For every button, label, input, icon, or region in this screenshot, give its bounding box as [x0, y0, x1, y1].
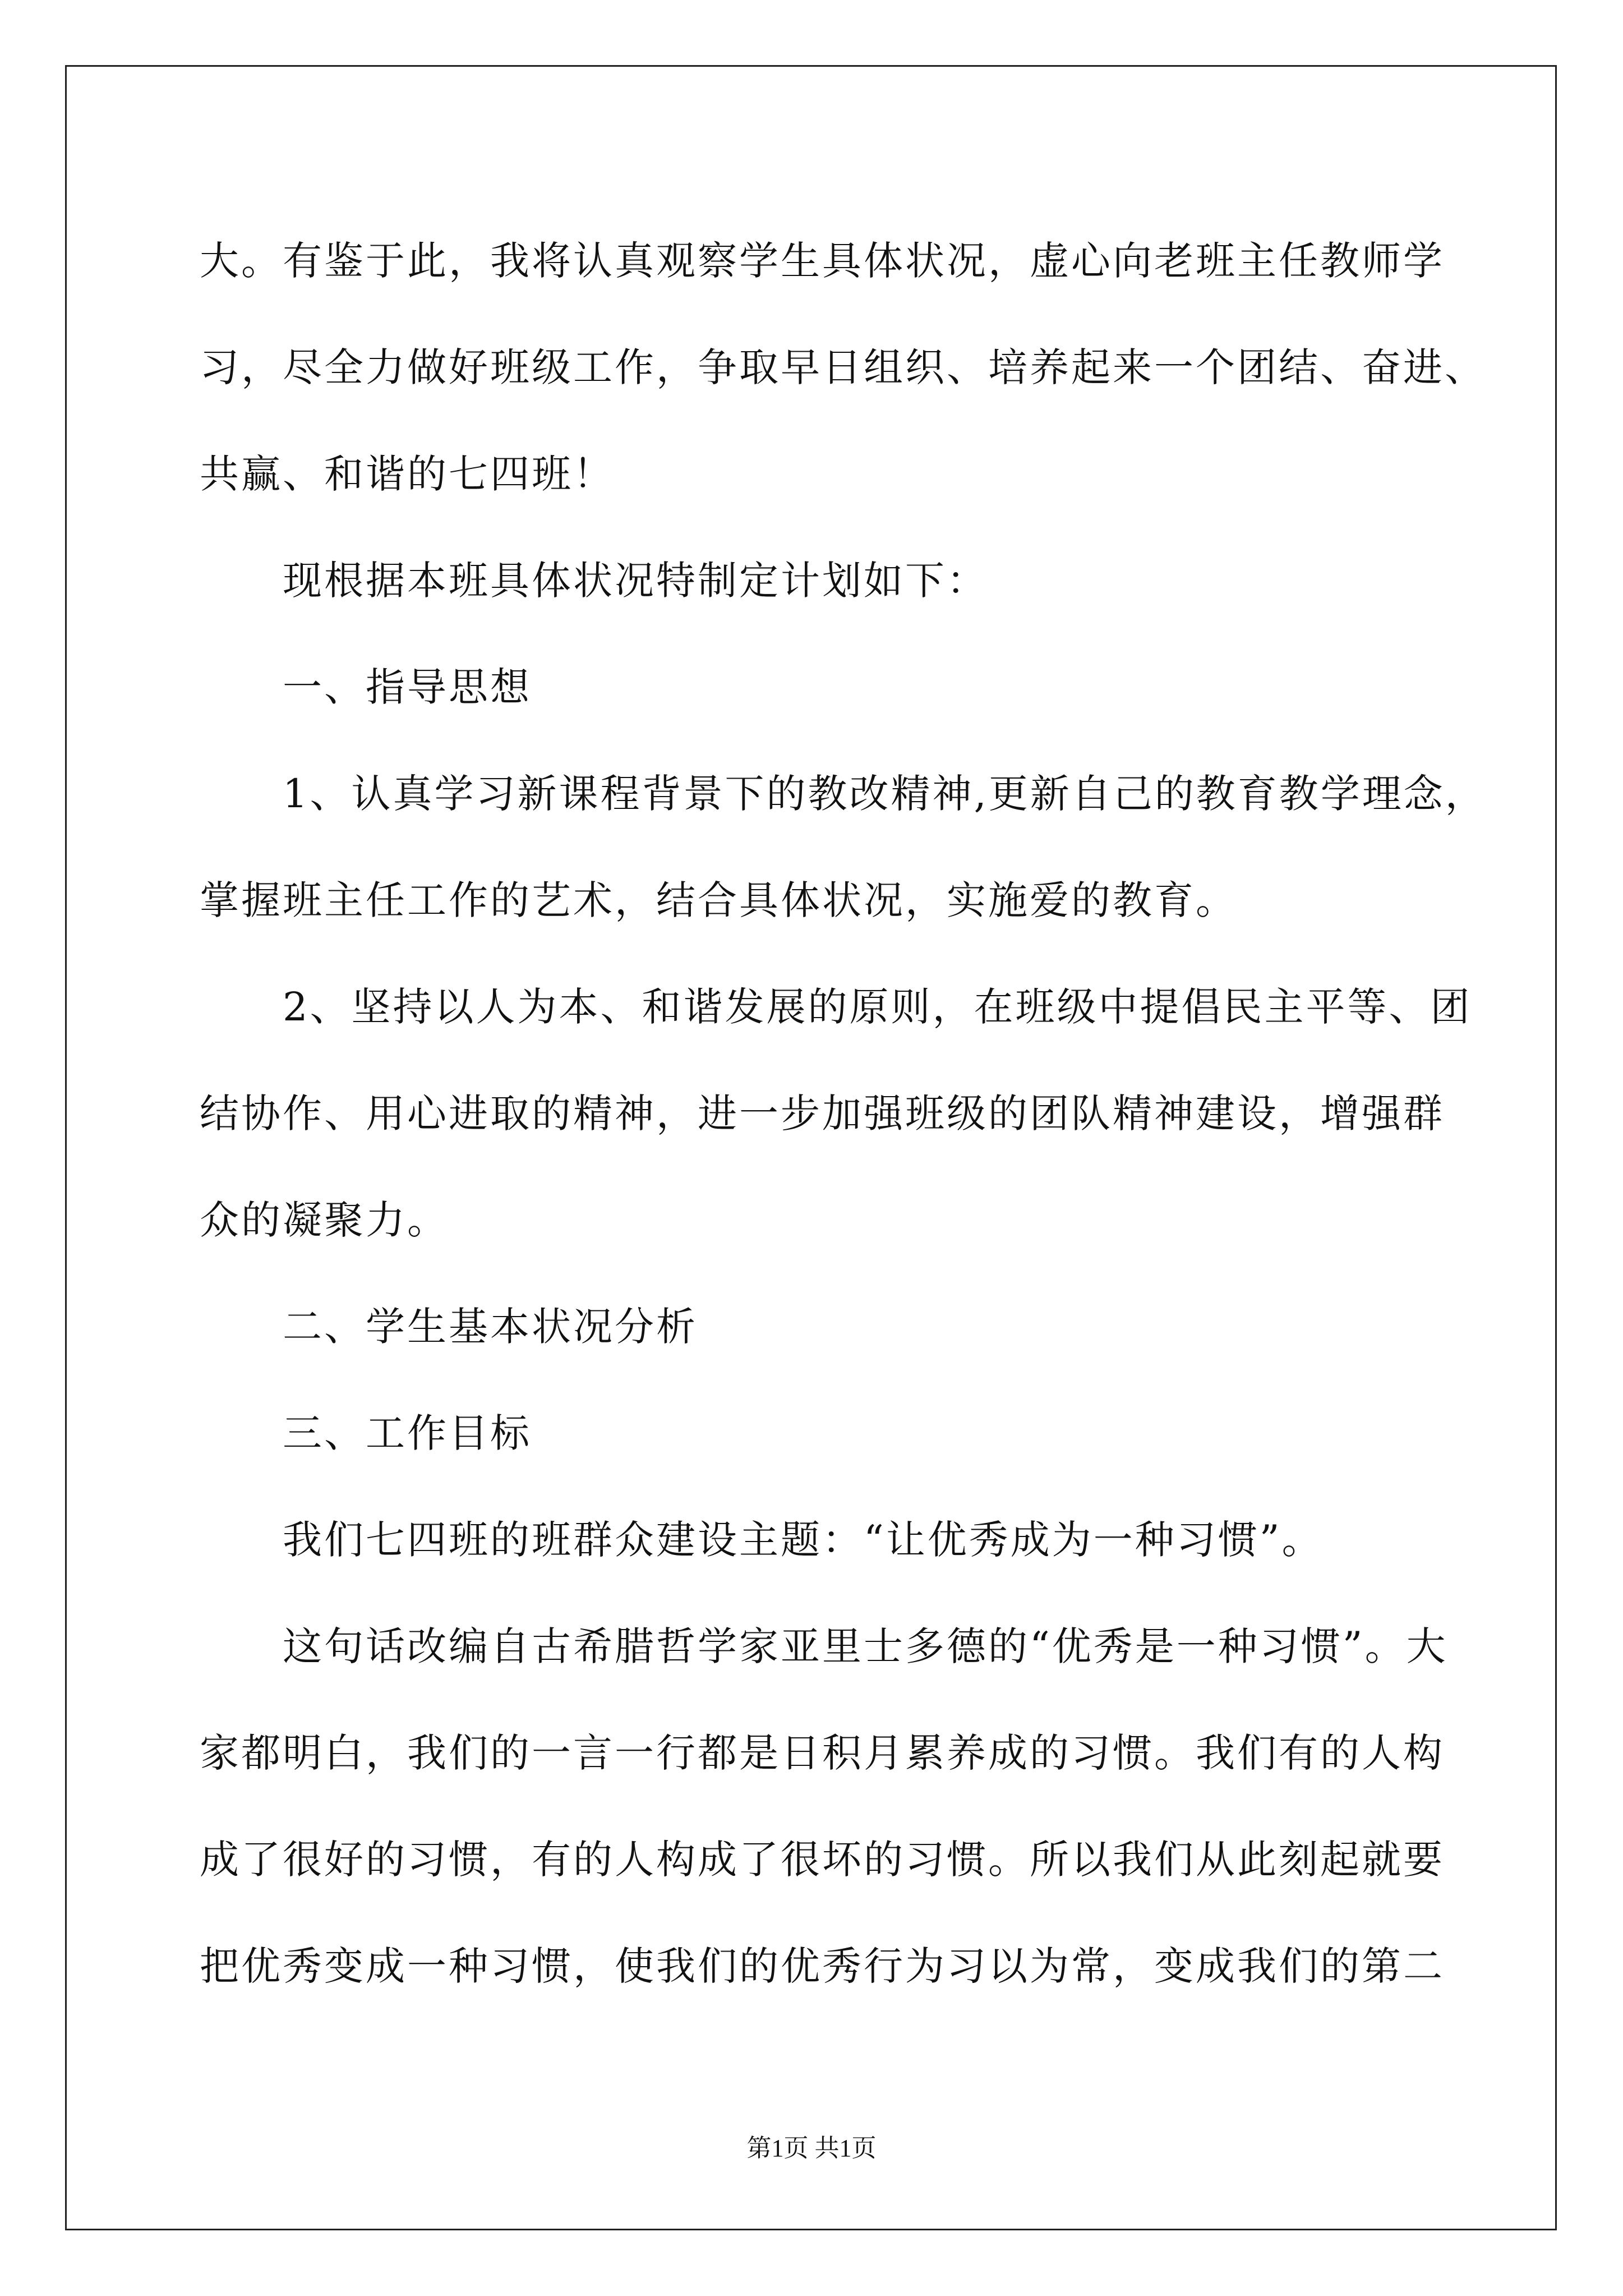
text-line: 2、坚持以人为本、和谐发展的原则，在班级中提倡民主平等、团: [283, 984, 1472, 1030]
page-footer: 第1页 共1页: [746, 2134, 877, 2162]
text-line: 家都明白，我们的一言一行都是日积月累养成的习惯。我们有的人构: [200, 1730, 1445, 1776]
section-heading: 三、工作目标: [283, 1410, 532, 1456]
section-heading: 一、指导思想: [283, 664, 532, 710]
text-line: 习，尽全力做好班级工作，争取早日组织、培养起来一个团结、奋进、: [200, 344, 1486, 390]
text-line: 把优秀变成一种习惯，使我们的优秀行为习以为常，变成我们的第二: [200, 1943, 1445, 1989]
text-line: 共赢、和谐的七四班！: [200, 451, 615, 497]
text-line: 众的凝聚力。: [200, 1197, 449, 1243]
text-line: 我们七四班的班群众建设主题：“让优秀成为一种习惯”。: [283, 1517, 1324, 1563]
text-line: 结协作、用心进取的精神，进一步加强班级的团队精神建设，增强群: [200, 1091, 1445, 1137]
text-line: 成了很好的习惯，有的人构成了很坏的习惯。所以我们从此刻起就要: [200, 1837, 1445, 1883]
document-body: [200, 208, 1487, 2019]
text-line: 掌握班主任工作的艺术，结合具体状况，实施爱的教育。: [200, 877, 1237, 923]
section-heading: 二、学生基本状况分析: [283, 1304, 698, 1350]
text-line: 大。有鉴于此，我将认真观察学生具体状况，虚心向老班主任教师学: [200, 238, 1445, 284]
text-line: 这句话改编自古希腊哲学家亚里士多德的“优秀是一种习惯”。大: [283, 1623, 1448, 1669]
text-line: 1、认真学习新课程背景下的教改精神,更新自己的教育教学理念，: [283, 771, 1487, 817]
text-line: 现根据本班具体状况特制定计划如下：: [283, 558, 988, 604]
